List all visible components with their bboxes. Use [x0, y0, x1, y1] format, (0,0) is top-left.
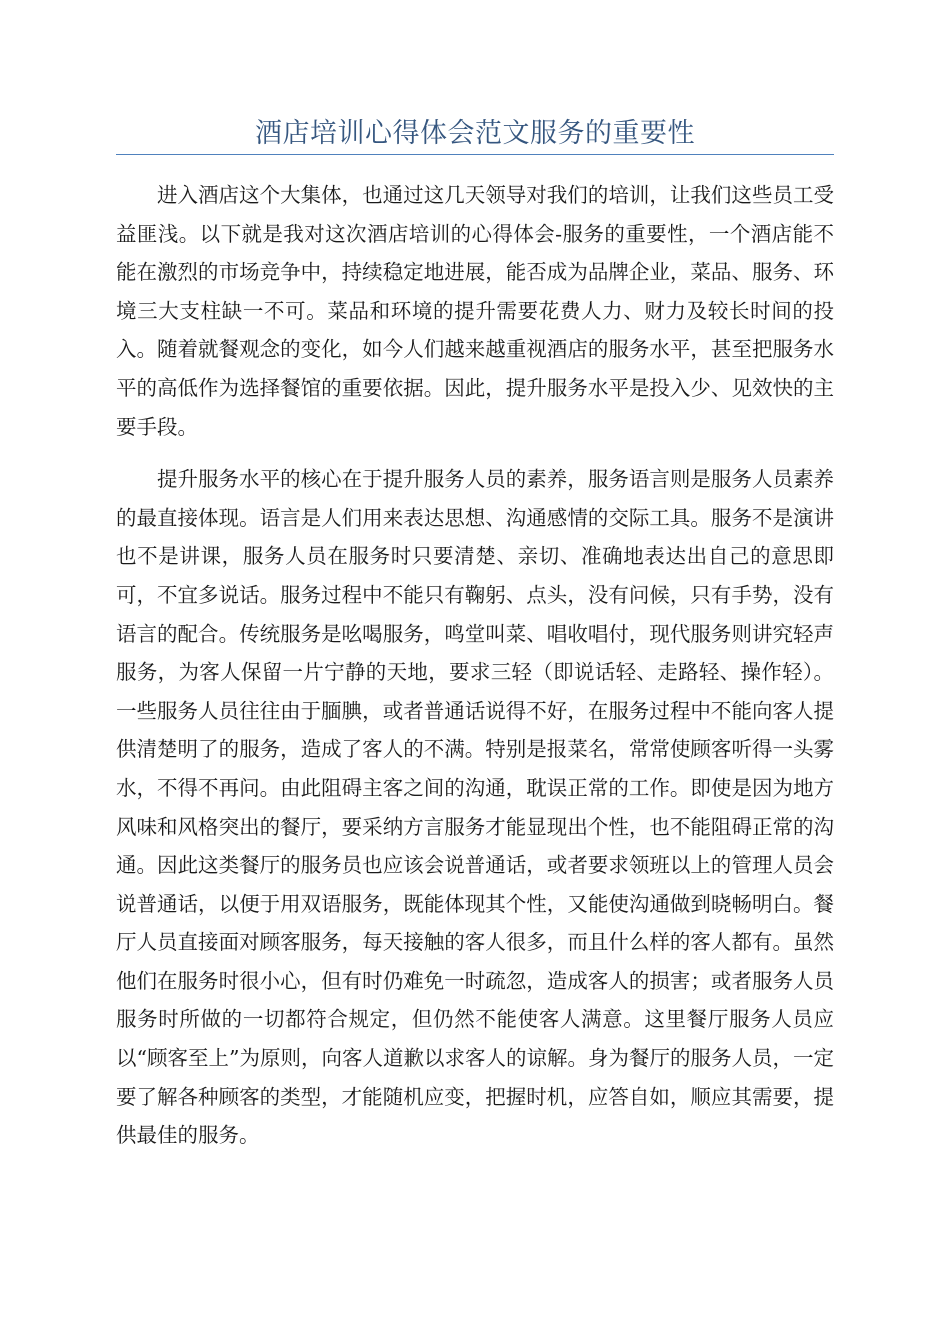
document-body — [116, 176, 834, 1169]
body-paragraph-1: 进入酒店这个大集体，也通过这几天领导对我们的培训，让我们这些员工受益匪浅。以下就是我对这次酒店培训的心得体会-服务的重要性，一个酒店能不能在激烈的市场竞争中，持续稳定地进展，能否成为品牌企业，菜品、服务、环境三大支柱缺一不可。菜品和环境的提升需要花费人力、财力及较长时间的投入。随着就餐观念的变化，如今人们越来越重视酒店的服务水平，甚至把服务水平的高低作为选择餐馆的重要依据。因此，提升服务水平是投入少、见效快的主要手段。 — [116, 183, 834, 439]
body-paragraph-2: 提升服务水平的核心在于提升服务人员的素养，服务语言则是服务人员素养的最直接体现。语言是人们用来表达思想、沟通感情的交际工具。服务不是演讲也不是讲课，服务人员在服务时只要清楚、亲切、准确地表达出自己的意思即可，不宜多说话。服务过程中不能只有鞠躬、点头，没有问候，只有手势，没有语言的配合。传统服务是吆喝服务，鸣堂叫菜、唱收唱付，现代服务则讲究轻声服务，为客人保留一片宁静的天地，要求三轻（即说话轻、走路轻、操作轻）。一些服务人员往往由于腼腆，或者普通话说得不好，在服务过程中不能向客人提供清楚明了的服务，造成了客人的不满。特别是报菜名，常常使顾客听得一头雾水，不得不再问。由此阻碍主客之间的沟通，耽误正常的工作。即使是因为地方风味和风格突出的餐厅，要采纳方言服务才能显现出个性，也不能阻碍正常的沟通。因此这类餐厅的服务员也应该会说普通话，或者要求领班以上的管理人员会说普通话，以便于用双语服务，既能体现其个性，又能使沟通做到晓畅明白。餐厅人员直接面对顾客服务，每天接触的客人很多，而且什么样的客人都有。虽然他们在服务时很小心，但有时仍难免一时疏忽，造成客人的损害；或者服务人员服务时所做的一切都符合规定，但仍然不能使客人满意。这里餐厅服务人员应以“顾客至上”为原则，向客人道歉以求客人的谅解。身为餐厅的服务人员，一定要了解各种顾客的类型，才能随机应变，把握时机，应答自如，顺应其需要，提供最佳的服务。 — [116, 467, 834, 1148]
title-underline — [116, 154, 834, 155]
document-title: 酒店培训心得体会范文服务的重要性 — [255, 118, 695, 149]
